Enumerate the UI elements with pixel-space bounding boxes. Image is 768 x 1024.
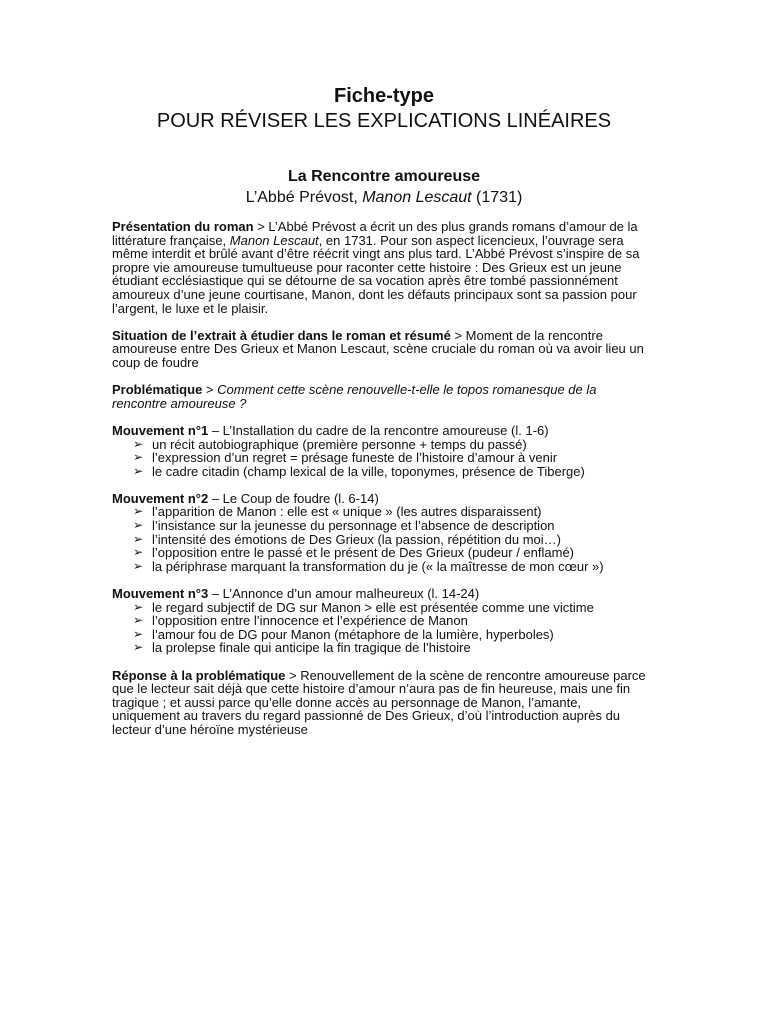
arrow-bullet-icon: ➢ bbox=[133, 504, 144, 519]
movement-1-heading bbox=[112, 424, 652, 438]
extract-header bbox=[0, 167, 768, 208]
list-item bbox=[133, 519, 652, 533]
arrow-bullet-icon: ➢ bbox=[133, 613, 144, 628]
arrow-bullet-icon: ➢ bbox=[133, 436, 144, 451]
movement-2 bbox=[112, 492, 652, 574]
document-title: Fiche-type bbox=[333, 85, 435, 107]
list-item bbox=[133, 614, 652, 628]
extract-year: (1731) bbox=[471, 189, 523, 206]
list-item-text: l’apparition de Manon : elle est « unique » (les autres disparaissent) bbox=[152, 504, 542, 520]
list-item bbox=[133, 641, 652, 655]
arrow-bullet-icon: ➢ bbox=[133, 640, 144, 655]
list-item bbox=[133, 601, 652, 615]
problematique-label: Problématique bbox=[112, 382, 203, 398]
movement-3-list bbox=[112, 601, 652, 655]
list-item bbox=[133, 560, 652, 574]
list-item-text: l’amour fou de DG pour Manon (métaphore de la lumière, hyperboles) bbox=[152, 626, 554, 642]
presentation-paragraph bbox=[112, 220, 652, 315]
problematique-separator: > bbox=[202, 382, 218, 398]
arrow-bullet-icon: ➢ bbox=[133, 518, 144, 533]
extract-work: Manon Lescaut bbox=[362, 189, 472, 206]
movement-1-title: – L’Installation du cadre de la rencontre amoureuse (l. 1-6) bbox=[208, 422, 549, 438]
list-item-text: l’intensité des émotions de Des Grieux (la passion, répétition du moi…) bbox=[152, 531, 561, 547]
list-item-text: le cadre citadin (champ lexical de la ville, toponymes, présence de Tiberge) bbox=[152, 463, 585, 479]
list-item-text: l’opposition entre l’innocence et l’expérience de Manon bbox=[152, 613, 468, 629]
movement-2-heading bbox=[112, 492, 652, 506]
movement-1-label: Mouvement n°1 bbox=[112, 422, 209, 438]
arrow-bullet-icon: ➢ bbox=[133, 463, 144, 478]
document-body bbox=[112, 220, 652, 750]
movement-3-heading bbox=[112, 587, 652, 601]
movement-3-label: Mouvement n°3 bbox=[112, 586, 209, 602]
presentation-work: Manon Lescaut bbox=[229, 232, 319, 248]
movement-3-title: – L’Annonce d’un amour malheureux (l. 14-24) bbox=[208, 586, 480, 602]
list-item bbox=[133, 451, 652, 465]
list-item-text: la prolepse finale qui anticipe la fin tragique de l’histoire bbox=[152, 640, 471, 656]
presentation-text-1: > L’Abbé Prévost a écrit un des plus grands romans d’amour de la littérature française, bbox=[112, 219, 638, 248]
problematique-paragraph bbox=[112, 383, 652, 410]
situation-label: Situation de l’extrait à étudier dans le roman et résumé bbox=[112, 327, 451, 343]
list-item-text: l’opposition entre le passé et le présent de Des Grieux (pudeur / enflamé) bbox=[152, 545, 575, 561]
movement-2-title: – Le Coup de foudre (l. 6-14) bbox=[208, 490, 379, 506]
list-item bbox=[133, 546, 652, 560]
arrow-bullet-icon: ➢ bbox=[133, 545, 144, 560]
list-item bbox=[133, 438, 652, 452]
list-item bbox=[133, 505, 652, 519]
reponse-text: > Renouvellement de la scène de rencontre amoureuse parce que le lecteur sait déjà que cette histoire d’amour n’aura pas de fin heureuse, mais une fin tragique ; et aussi parce qu’elle donne accès au personnage de Manon, l’amante, uniquement au travers du regard passionné de Des Grieux, d’où l’introduction auprès du lecteur d’une héroïne mystérieuse bbox=[112, 667, 646, 737]
movement-2-label: Mouvement n°2 bbox=[112, 490, 209, 506]
situation-text: > Moment de la rencontre amoureuse entre Des Grieux et Manon Lescaut, scène cruciale du roman où va avoir lieu un coup de foudre bbox=[112, 327, 644, 370]
list-item bbox=[133, 465, 652, 479]
arrow-bullet-icon: ➢ bbox=[133, 599, 144, 614]
problematique-question: Comment cette scène renouvelle-t-elle le topos romanesque de la rencontre amoureuse ? bbox=[112, 382, 597, 411]
list-item-text: l’insistance sur la jeunesse du personnage et l’absence de description bbox=[152, 518, 555, 534]
extract-title: La Rencontre amoureuse bbox=[287, 168, 481, 185]
extract-source bbox=[0, 187, 768, 208]
document-subtitle: POUR RÉVISER LES EXPLICATIONS LINÉAIRES bbox=[156, 110, 612, 132]
presentation-label: Présentation du roman bbox=[112, 219, 254, 234]
arrow-bullet-icon: ➢ bbox=[133, 531, 144, 546]
reponse-paragraph bbox=[112, 669, 652, 737]
presentation-text-2: , en 1731. Pour son aspect licencieux, l’ouvrage sera même interdit et brûlé avant d’être réécrit vingt ans plus tard. L’Abbé Prévost s’inspire de sa propre vie amoureuse tumultueuse pour raconter cette histoire : Des Grieux est un jeune étudiant ecclésiastique qui se détourne de sa vocation après être tombé passionnément amoureux d’une jeune courtisane, Manon, dont les défauts principaux sont sa passion pour l’argent, le luxe et le plaisir. bbox=[112, 232, 640, 316]
arrow-bullet-icon: ➢ bbox=[133, 558, 144, 573]
list-item-text: le regard subjectif de DG sur Manon > elle est présentée comme une victime bbox=[152, 599, 594, 615]
list-item bbox=[133, 628, 652, 642]
list-item-text: un récit autobiographique (première personne + temps du passé) bbox=[152, 436, 527, 452]
situation-paragraph bbox=[112, 329, 652, 370]
movement-1 bbox=[112, 424, 652, 478]
movement-1-list bbox=[112, 438, 652, 479]
extract-author: L’Abbé Prévost, bbox=[245, 189, 363, 206]
arrow-bullet-icon: ➢ bbox=[133, 450, 144, 465]
reponse-label: Réponse à la problématique bbox=[112, 667, 286, 683]
list-item bbox=[133, 533, 652, 547]
movement-3 bbox=[112, 587, 652, 655]
list-item-text: la périphrase marquant la transformation du je (« la maîtresse de mon cœur ») bbox=[152, 558, 604, 574]
document-header bbox=[0, 84, 768, 134]
arrow-bullet-icon: ➢ bbox=[133, 626, 144, 641]
movement-2-list bbox=[112, 505, 652, 573]
list-item-text: l’expression d’un regret = présage funeste de l’histoire d’amour à venir bbox=[152, 450, 558, 466]
